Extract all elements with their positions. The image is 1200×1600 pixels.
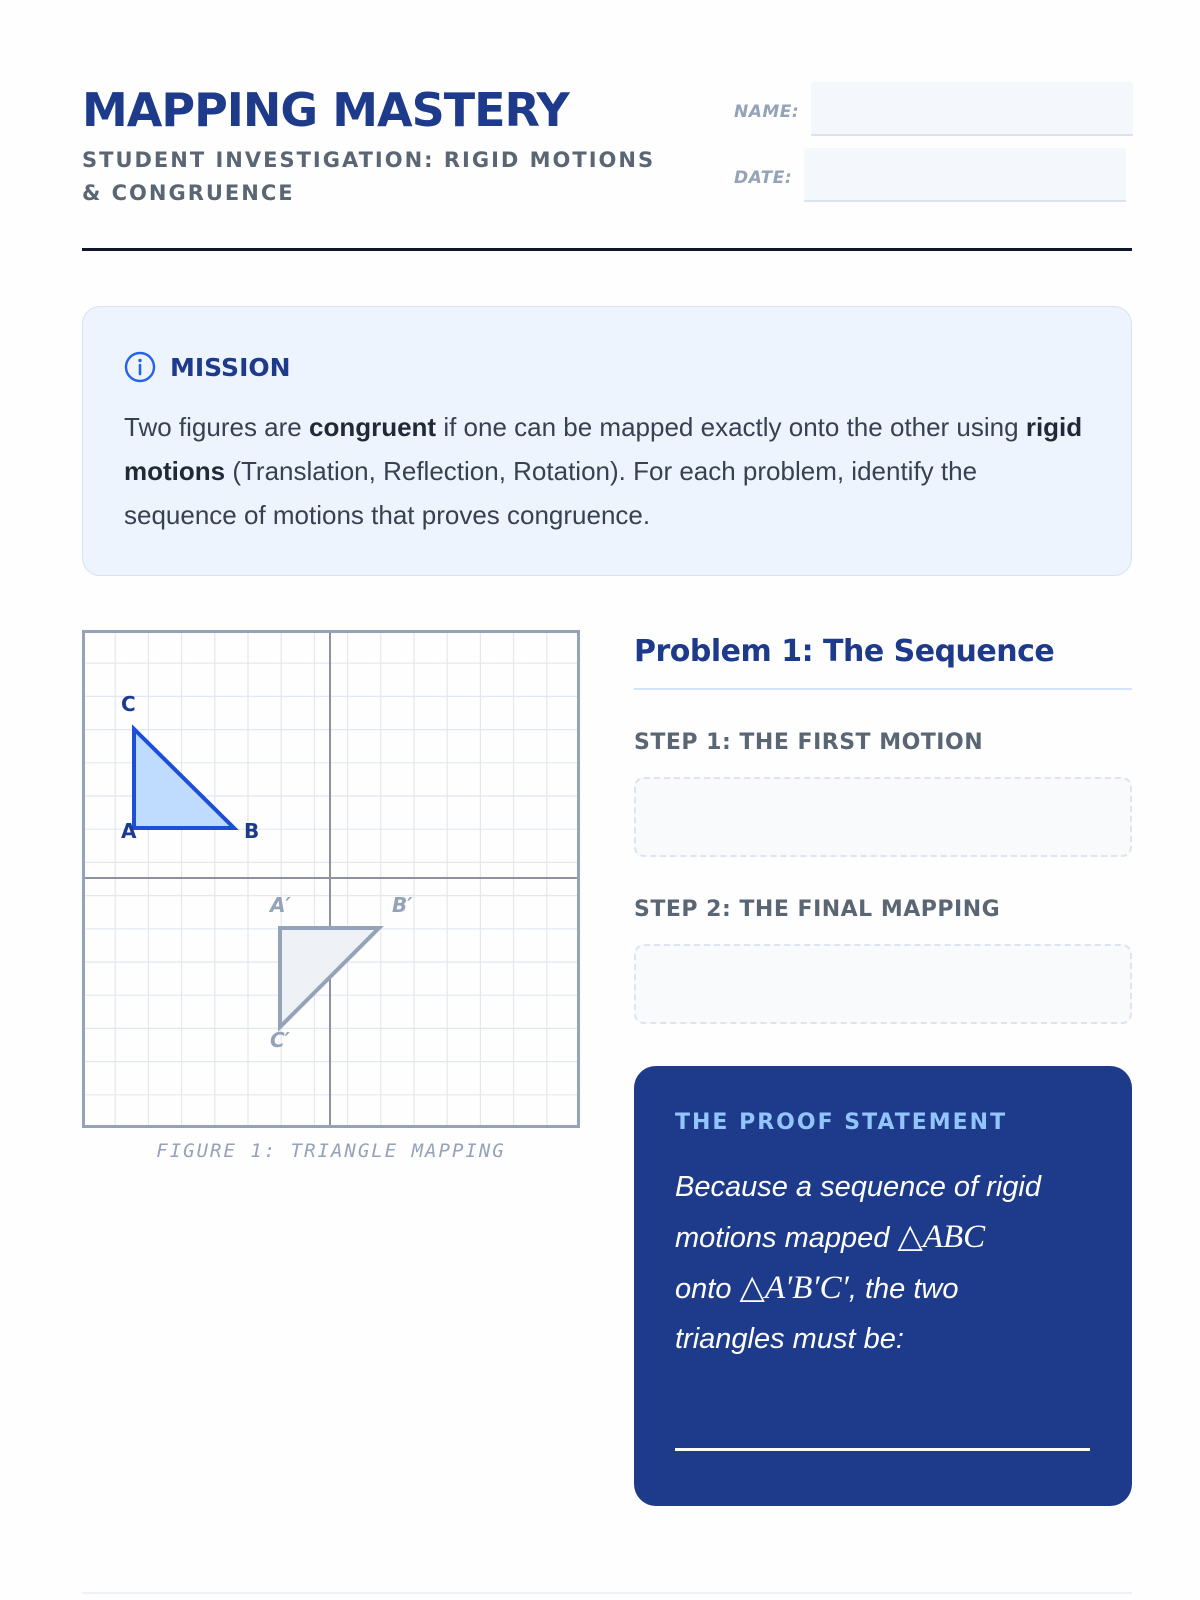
label-b-prime: B′ <box>392 893 413 917</box>
mission-text-part: Two figures are <box>124 412 309 442</box>
figure-caption: FIGURE 1: TRIANGLE MAPPING <box>156 1140 506 1162</box>
date-field-row <box>734 148 1126 202</box>
label-a-prime: A′ <box>270 893 291 917</box>
problem-title: Problem 1: The Sequence <box>634 630 1132 690</box>
label-c: C <box>121 692 136 716</box>
coordinate-grid-figure <box>82 630 580 1128</box>
worksheet-header <box>82 82 1132 252</box>
proof-statement-card <box>634 1066 1132 1506</box>
triangle-abc-math: △ABC <box>897 1219 986 1255</box>
proof-answer-line[interactable] <box>675 1448 1090 1451</box>
label-b: B <box>244 819 260 843</box>
header-divider <box>82 248 1132 251</box>
triangle-prime-math: △A′B′C′ <box>739 1270 849 1306</box>
proof-text <box>675 1162 1075 1364</box>
step1-label: STEP 1: THE FIRST MOTION <box>634 730 984 755</box>
coordinate-grid <box>82 630 580 1128</box>
date-label: DATE: <box>734 168 793 188</box>
mission-text-part: if one can be mapped exactly onto the other using <box>436 412 1026 442</box>
problem-panel <box>634 630 1132 1506</box>
name-field-row <box>734 82 1133 136</box>
footer-divider <box>82 1592 1132 1594</box>
term-rigid-motions: rigid motions <box>124 412 1083 486</box>
date-field[interactable] <box>804 148 1126 202</box>
page-subtitle: STUDENT INVESTIGATION: RIGID MOTIONS & CONGRUENCE <box>82 148 656 205</box>
mission-box <box>82 306 1132 576</box>
mission-title: MISSION <box>170 352 291 382</box>
name-field[interactable] <box>811 82 1133 136</box>
info-icon <box>124 351 156 383</box>
proof-text-part: onto <box>675 1273 740 1305</box>
proof-text-part: , the two triangles must be: <box>675 1273 959 1355</box>
triangle-abc <box>134 729 234 828</box>
mission-text <box>124 405 1094 537</box>
label-a: A <box>121 819 137 843</box>
term-congruent: congruent <box>308 412 437 442</box>
mission-header <box>124 351 291 383</box>
step1-answer-box[interactable] <box>634 777 1132 857</box>
label-c-prime: C′ <box>270 1028 290 1052</box>
mission-text-part: (Translation, Reflection, Rotation). For each problem, identify the sequence of motions that proves congruence. <box>124 456 978 530</box>
step2-answer-box[interactable] <box>634 944 1132 1024</box>
proof-label: THE PROOF STATEMENT <box>675 1110 1008 1135</box>
page-title: MAPPING MASTERY <box>82 83 569 137</box>
proof-text-part: Because a sequence of rigid motions mapped <box>675 1171 1041 1254</box>
step2-label: STEP 2: THE FINAL MAPPING <box>634 897 1001 922</box>
name-label: NAME: <box>734 102 800 122</box>
